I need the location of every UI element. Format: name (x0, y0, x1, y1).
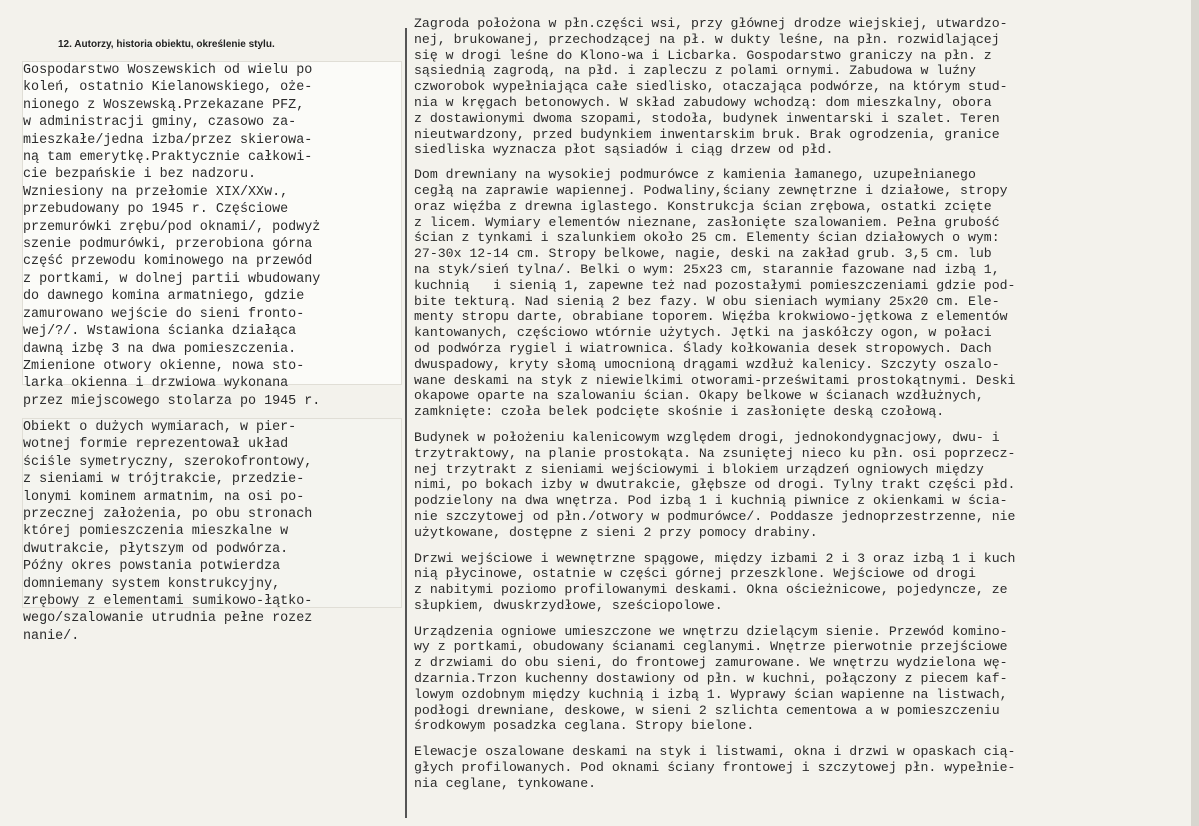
text-line: nimi, po bokach izby w dwutrakcie, głębsze od drogi. Tylny trakt części płd. (414, 477, 1016, 493)
paragraph (414, 430, 1192, 541)
text-line: użytkowane, dostępne z sieni 2 przy pomocy drabiny. (414, 524, 818, 540)
text-line: zrębowy z elementami sumikowo-łątko- (23, 594, 313, 610)
paragraph (414, 551, 1192, 614)
text-line: nią płycinowe, ostatnie w części górnej przeszklone. Wejściowe od drogi (414, 566, 976, 582)
text-line: nia w kręgach betonowych. W skład zabudowy wchodzą: dom mieszkalny, obora (414, 94, 992, 110)
text-line: oraz więźba z drewna iglastego. Konstrukcja ścian zrębowa, ostatki zcięte (414, 198, 992, 214)
text-line: dwutrakcie, płytszym od podwórza. (23, 541, 289, 557)
text-line: bite tekturą. Nad sienią 2 bez fazy. W obu sieniach wymiany 25x20 cm. Ele- (414, 293, 1000, 309)
text-line: nionego z Woszewską.Przekazane PFZ, (23, 97, 305, 113)
text-line: część przewodu kominowego na przewód (23, 254, 313, 270)
text-line: z dostawionymi dwoma szopami, stodoła, budynek inwentarski i szalet. Teren (414, 110, 1000, 126)
text-line: Późny okres powstania potwierdza (23, 559, 281, 575)
paragraph (414, 744, 1192, 791)
text-line: ną tam emerytkę.Praktycznie całkowi- (23, 150, 313, 166)
text-line: zamurowano wejście do sieni fronto- (23, 306, 305, 322)
text-line: z licem. Wymiary elementów nieznane, zasłonięte szalowaniem. Pełna grubość (414, 214, 1000, 230)
text-line: menty stropu darte, obrabiane toporem. Więźba krokwiowo-jętkowa z elementów (414, 309, 1008, 325)
text-line: z sieniami w trójtrakcie, przedzie- (23, 472, 305, 488)
text-line: przemurówki zrębu/pod oknami/, podwyż (23, 219, 321, 235)
text-line: Gospodarstwo Woszewskich od wielu po (23, 63, 313, 78)
text-line: zamknięte: czoła belek podcięte skośnie i zasłonięte deską czołową. (414, 404, 945, 420)
text-line: Elewacje oszalowane deskami na styk i listwami, okna i drzwi w opaskach cią- (414, 744, 1016, 760)
text-line: ścian z tynkami i szalunkiem około 25 cm. Elementy ścian działowych o wym: (414, 230, 1000, 246)
text-line: dzarnia.Trzon kuchenny dostawiony od płn. w kuchni, połączony z piecem kaf- (414, 671, 1008, 687)
text-line: dwuspadowy, kryty słomą umocnioną drągami wzdłuż kalenicy. Szczyty oszalo- (414, 356, 1000, 372)
text-line: środkowym posadzka ceglana. Stropy bielone. (414, 718, 755, 734)
column-divider (405, 28, 407, 818)
text-line: przez miejscowego stolarza po 1945 r. (23, 393, 321, 409)
text-line: larka okienna i drzwiowa wykonana (23, 376, 289, 392)
text-line: Wzniesiony na przełomie XIX/XXw., (23, 184, 289, 200)
text-line: przebudowany po 1945 r. Częściowe (23, 202, 289, 218)
text-line: podzielony na dwa wnętrza. Pod izbą 1 i kuchnią piwnice z okienkami w ścia- (414, 493, 1008, 509)
text-line: siedliska wyznacza płot sąsiadów i ciąg drzew od płd. (414, 142, 834, 158)
text-line: dawną izbę 3 na dwa pomieszczenia. (23, 341, 297, 357)
text-line: lowym ozdobnym między kuchnią i izbą 1. Wyprawy ścian wapienne na listwach, (414, 686, 1008, 702)
text-line: Obiekt o dużych wymiarach, w pier- (23, 420, 297, 435)
text-line: na styk/sień tylna/. Belki o wym: 25x23 cm, starannie fazowane nad izbą 1, (414, 261, 1000, 277)
text-line: ściśle symetryczny, szerokofrontowy, (23, 454, 313, 470)
text-line: z portkami, w dolnej partii wbudowany (23, 271, 321, 287)
text-line: cegłą na zaprawie wapiennej. Podwaliny,ściany zewnętrzne i działowe, stropy (414, 182, 1008, 198)
text-line: nej trzytrakt z sieniami wejściowymi i blokiem urządzeń ogniowych między (414, 461, 984, 477)
text-line: wy z portkami, obudowany ścianami ceglanymi. Wnętrze pierwotnie przejściowe (414, 639, 1008, 655)
text-line: wane deskami na styk z niewielkimi otworami-prześwitami prostokątnymi. Deski (414, 372, 1016, 388)
text-line: wej/?/. Wstawiona ścianka działąca (23, 324, 297, 340)
text-line: okapowe oparte na szalowaniu ścian. Okapy belkowe w ścianach wzdłużnych, (414, 388, 984, 404)
text-line: domniemany system konstrukcyjny, (23, 576, 281, 592)
text-line: mieszkałe/jedna izba/przez skierowa- (23, 132, 313, 148)
text-line: wego/szalowanie utrudnia pełne rozez (23, 611, 313, 627)
right-column-text (414, 16, 1192, 802)
page-edge (1191, 0, 1199, 826)
text-line: z nabitymi poziomo profilowanymi deskami. Okna ościeżnicowe, pojedyncze, ze (414, 582, 1008, 598)
text-line: do dawnego komina armatniego, gdzie (23, 289, 305, 305)
text-line: Drzwi wejściowe i wewnętrzne spągowe, między izbami 2 i 3 oraz izbą 1 i kuch (414, 550, 1016, 566)
text-line: Urządzenia ogniowe umieszczone we wnętrzu dzielącym sienie. Przewód komino- (414, 623, 1008, 639)
text-line: koleń, ostatnio Kielanowskiego, oże- (23, 80, 313, 96)
text-line: z drzwiami do obu sieni, do frontowej zamurowane. We wnętrzu wydzielona wę- (414, 655, 1008, 671)
text-line: nie szczytowej od płn./otwory w podmurówce/. Poddasze jednoprzestrzenne, nie (414, 508, 1016, 524)
text-line: nej, brukowanej, przechodzącej na pł. w dukty leśne, na płn. rozwidlającej (414, 31, 1000, 47)
paragraph (414, 624, 1192, 735)
text-line: podłogi drewniane, deskowe, w sieni 2 szlichta cementowa a w pomieszczeniu (414, 702, 1000, 718)
text-line: Zmienione otwory okienne, nowa sto- (23, 358, 305, 374)
text-line: Budynek w położeniu kalenicowym względem drogi, jednokondygnacjowy, dwu- i (414, 429, 1000, 445)
text-line: szenie podmurówki, przerobiona górna (23, 237, 313, 253)
left-block-history (22, 61, 402, 409)
text-line: wotnej formie reprezentował układ (23, 437, 289, 453)
text-line: w administracji gminy, czasowo za- (23, 115, 297, 131)
text-line: czworobok wypełniająca całe siedlisko, otaczająca podwórze, na którym stud- (414, 79, 1008, 95)
text-line: nanie/. (23, 628, 80, 644)
text-line: słupkiem, dwuskrzydłowe, sześciopolowe. (414, 597, 723, 613)
paragraph (414, 16, 1192, 158)
text-line: głych profilowanych. Pod oknami ściany frontowej i szczytowej płn. wypełnie- (414, 760, 1016, 776)
text-line: Dom drewniany na wysokiej podmurówce z kamienia łamanego, uzupełnianego (414, 167, 976, 183)
left-block-description (22, 418, 402, 644)
text-line: cie bezpańskie i bez nadzoru. (23, 167, 257, 183)
text-line: nia ceglane, tynkowane. (414, 775, 597, 791)
text-line: trzytraktowy, na planie prostokąta. Na zsuniętej nieco ku płn. osi poprzecz- (414, 445, 1016, 461)
text-line: lonymi kominem armatnim, na osi po- (23, 489, 305, 505)
text-line: się w drogi leśne do Klono-wa i Licbarka. Gospodarstwo graniczy na płn. z (414, 47, 992, 63)
paragraph (414, 167, 1192, 420)
text-line: nieutwardzony, przed budynkiem inwentarskim bruk. Brak ogrodzenia, granice (414, 126, 1000, 142)
text-line: sąsiednią zagrodą, na płd. i zapleczu z polami ornymi. Zabudowa w luźny (414, 63, 976, 79)
text-line: 27-30x 12-14 cm. Stropy belkowe, nagie, deski na zakład grub. 3,5 cm. lub (414, 246, 992, 262)
text-line: Zagroda położona w płn.części wsi, przy głównej drodze wiejskiej, utwardzo- (414, 16, 1008, 31)
text-line: przecznej założenia, po obu stronach (23, 507, 313, 523)
text-line: kuchnią i sienią 1, zapewne też nad pozostałymi pomieszczeniami gdzie pod- (414, 277, 1016, 293)
section-title: 12. Autorzy, historia obiektu, określenie stylu. (58, 39, 275, 50)
text-line: od podwórza rygiel i wiatrownica. Ślady kołkowania desek stropowych. Dach (414, 340, 992, 356)
text-line: kantowanych, częściowo wtórnie użytych. Jętki na jaskółczy ogon, w połaci (414, 325, 992, 341)
text-line: której pomieszczenia mieszkalne w (23, 524, 289, 540)
